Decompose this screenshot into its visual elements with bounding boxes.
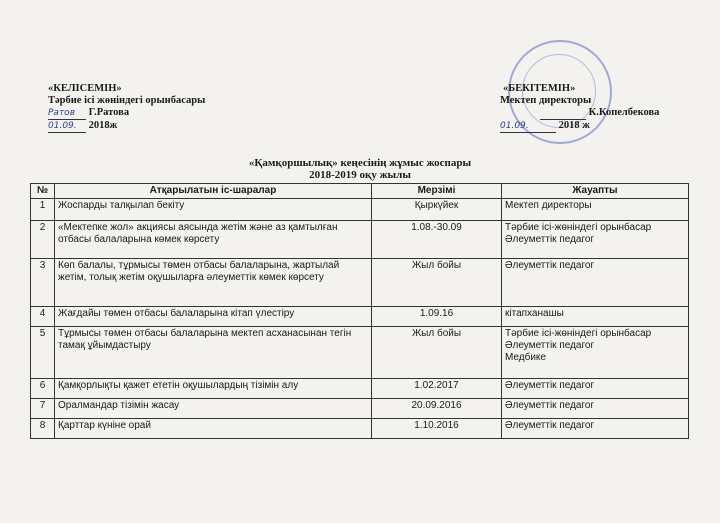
row-responsible [502,307,689,327]
header-activity: Атқарылатын іс-шаралар [55,184,372,199]
row-responsible [502,399,689,419]
row-activity: Қамқорлықты қажет ететін оқушылардың тізімін алу [55,379,372,399]
row-responsible [502,327,689,379]
table-row [31,379,689,399]
table-row [31,199,689,221]
responsible-person: Тәрбие ісі-жөніндегі орынбасар [505,222,652,233]
header-responsible: Жауапты [502,184,689,199]
agree-signature-line [48,107,205,120]
responsible-person: Әлеуметтік педагог [505,400,595,411]
table-row [31,419,689,439]
approval-block-approve [500,83,659,133]
approve-heading: «БЕКІТЕМІН» [503,83,576,94]
table-header-row [31,184,689,199]
row-deadline: 1.10.2016 [372,419,502,439]
row-activity: «Мектепке жол» акциясы аясында жетім және аз қамтылған отбасы балаларына көмек көрсету [55,221,372,259]
row-deadline: 1.08.-30.09 [372,221,502,259]
document-title: «Қамқоршылық» кеңесінің жұмыс жоспары [248,157,472,169]
row-deadline: Жыл бойы [372,327,502,379]
row-deadline: Қыркүйек [372,199,502,221]
row-deadline: 20.09.2016 [372,399,502,419]
row-responsible [502,419,689,439]
agree-year: 2018ж [88,120,118,131]
responsible-person: кітапханашы [505,308,564,319]
row-activity: Жағдайы төмен отбасы балаларына кітап үлестіру [55,307,372,327]
row-deadline: 1.09.16 [372,307,502,327]
row-number: 4 [31,307,55,327]
table-row [31,399,689,419]
row-activity: Оралмандар тізімін жасау [55,399,372,419]
table-row [31,221,689,259]
row-deadline: 1.02.2017 [372,379,502,399]
table-row [31,307,689,327]
responsible-person: Әлеуметтік педагог [505,380,595,391]
row-responsible [502,259,689,307]
responsible-person: Тәрбие ісі-жөніндегі орынбасар [505,328,652,339]
approve-date-line [500,120,659,133]
approve-year: 2018 ж [558,120,590,131]
work-plan-table [30,183,689,439]
responsible-person: Медбике [505,352,546,363]
responsible-person: Әлеуметтік педагог [505,234,595,245]
row-responsible [502,379,689,399]
header-number: № [31,184,55,199]
agree-signature: Ратов [48,107,86,120]
row-responsible [502,199,689,221]
table-row [31,327,689,379]
document-subtitle: 2018-2019 оқу жылы [309,169,411,181]
row-deadline: Жыл бойы [372,259,502,307]
responsible-person: Әлеуметтік педагог [505,340,595,351]
table-row [31,259,689,307]
row-activity: Көп балалы, тұрмысы төмен отбасы балаларына, жартылай жетім, толық жетім оқушыларға әлеуметтік көмек көрсету [55,259,372,307]
row-number: 8 [31,419,55,439]
row-number: 1 [31,199,55,221]
header-deadline: Мерзімі [372,184,502,199]
row-activity: Тұрмысы төмен отбасы балаларына мектеп асханасынан тегін тамақ ұйымдастыру [55,327,372,379]
row-activity: Жоспарды талқылап бекіту [55,199,372,221]
responsible-person: Әлеуметтік педагог [505,260,595,271]
approval-block-agree [48,83,205,133]
approve-position: Мектеп директоры [500,95,592,106]
row-number: 6 [31,379,55,399]
agree-heading: «КЕЛІСЕМІН» [48,83,122,94]
document-title-block [0,157,720,181]
approve-signature [540,107,586,120]
row-responsible [502,221,689,259]
approve-date: 01.09. [500,120,556,133]
row-number: 5 [31,327,55,379]
agree-date: 01.09. [48,120,86,133]
row-number: 2 [31,221,55,259]
row-number: 7 [31,399,55,419]
agree-name: Г.Ратова [88,107,130,118]
row-activity: Қарттар күніне орай [55,419,372,439]
approve-name: К.Копелбекова [588,107,660,118]
agree-date-line [48,120,205,133]
responsible-person: Мектеп директоры [505,200,592,211]
approve-signature-line [500,107,659,120]
agree-position: Тәрбие ісі жөніндегі орынбасары [48,95,206,106]
responsible-person: Әлеуметтік педагог [505,420,595,431]
row-number: 3 [31,259,55,307]
